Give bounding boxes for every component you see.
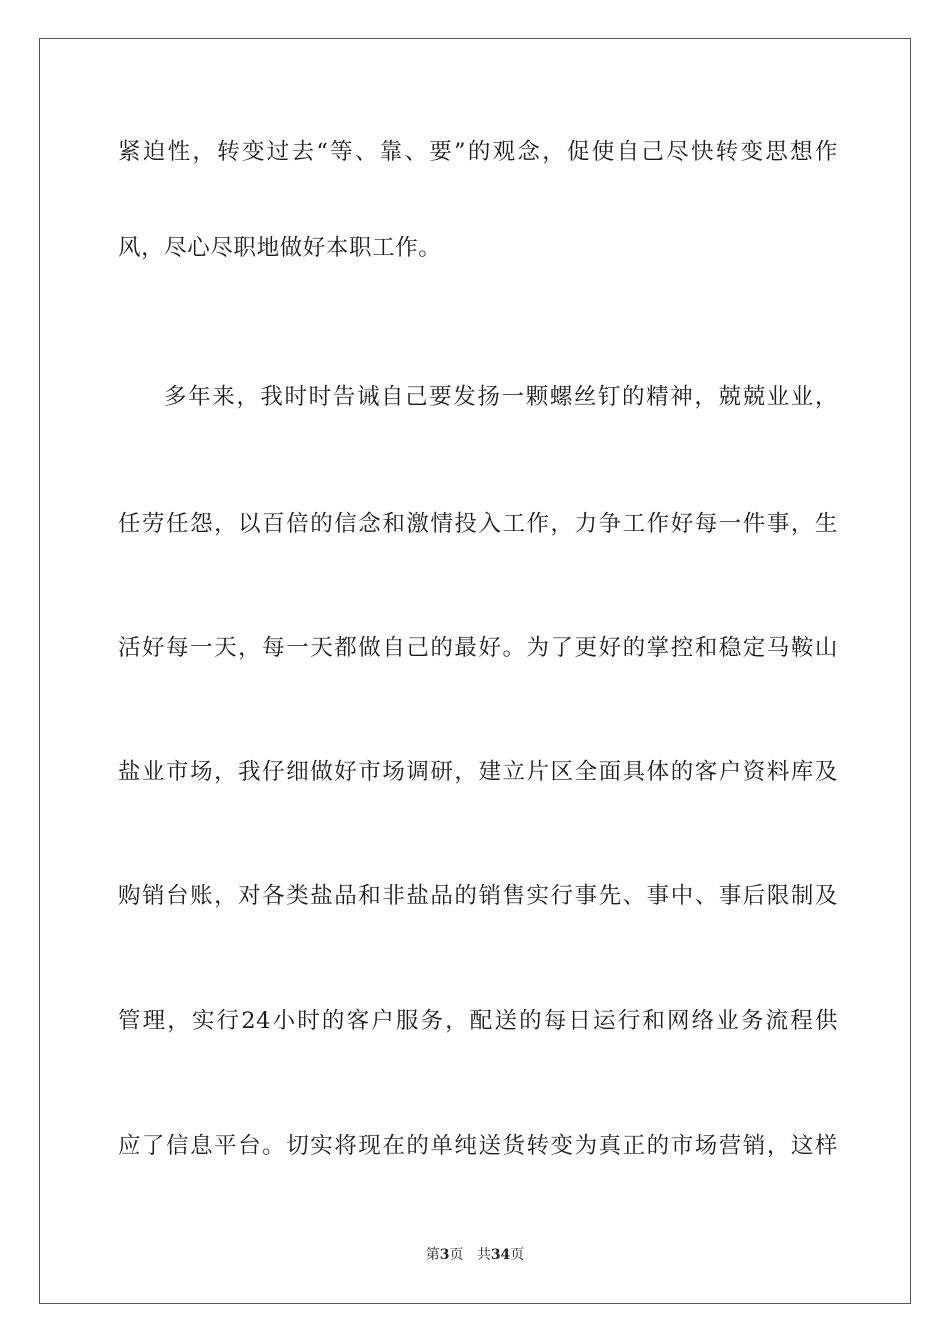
- body-text-line: 管理，实行24小时的客户服务，配送的每日运行和网络业务流程供: [118, 1008, 838, 1034]
- body-text-line: 盐业市场，我仔细做好市场调研，建立片区全面具体的客户资料库及: [118, 759, 838, 785]
- current-page-number: 3: [439, 1247, 450, 1263]
- total-suffix: 页: [510, 1247, 525, 1263]
- total-page-count: 34: [490, 1247, 511, 1263]
- page-footer: [0, 1245, 950, 1265]
- body-text-line: 活好每一天，每一天都做自己的最好。为了更好的掌控和稳定马鞍山: [118, 635, 838, 661]
- body-text-line: 任劳任怨，以百倍的信念和激情投入工作，力争工作好每一件事，生: [118, 511, 838, 537]
- body-text-line: 购销台账，对各类盐品和非盐品的销售实行事先、事中、事后限制及: [118, 883, 838, 909]
- paragraph-start-line: 多年来，我时时告诫自己要发扬一颗螺丝钉的精神，兢兢业业，: [164, 384, 838, 410]
- body-text-line: 风，尽心尽职地做好本职工作。: [118, 235, 442, 261]
- total-prefix: 共: [476, 1247, 491, 1263]
- page-border: [39, 38, 911, 1304]
- body-text-line: 紧迫性，转变过去“等、靠、要”的观念，促使自己尽快转变思想作: [118, 139, 838, 165]
- page-prefix: 第: [425, 1247, 440, 1263]
- body-text-line: 应了信息平台。切实将现在的单纯送货转变为真正的市场营销，这样: [118, 1133, 838, 1159]
- page-suffix: 页: [449, 1247, 464, 1263]
